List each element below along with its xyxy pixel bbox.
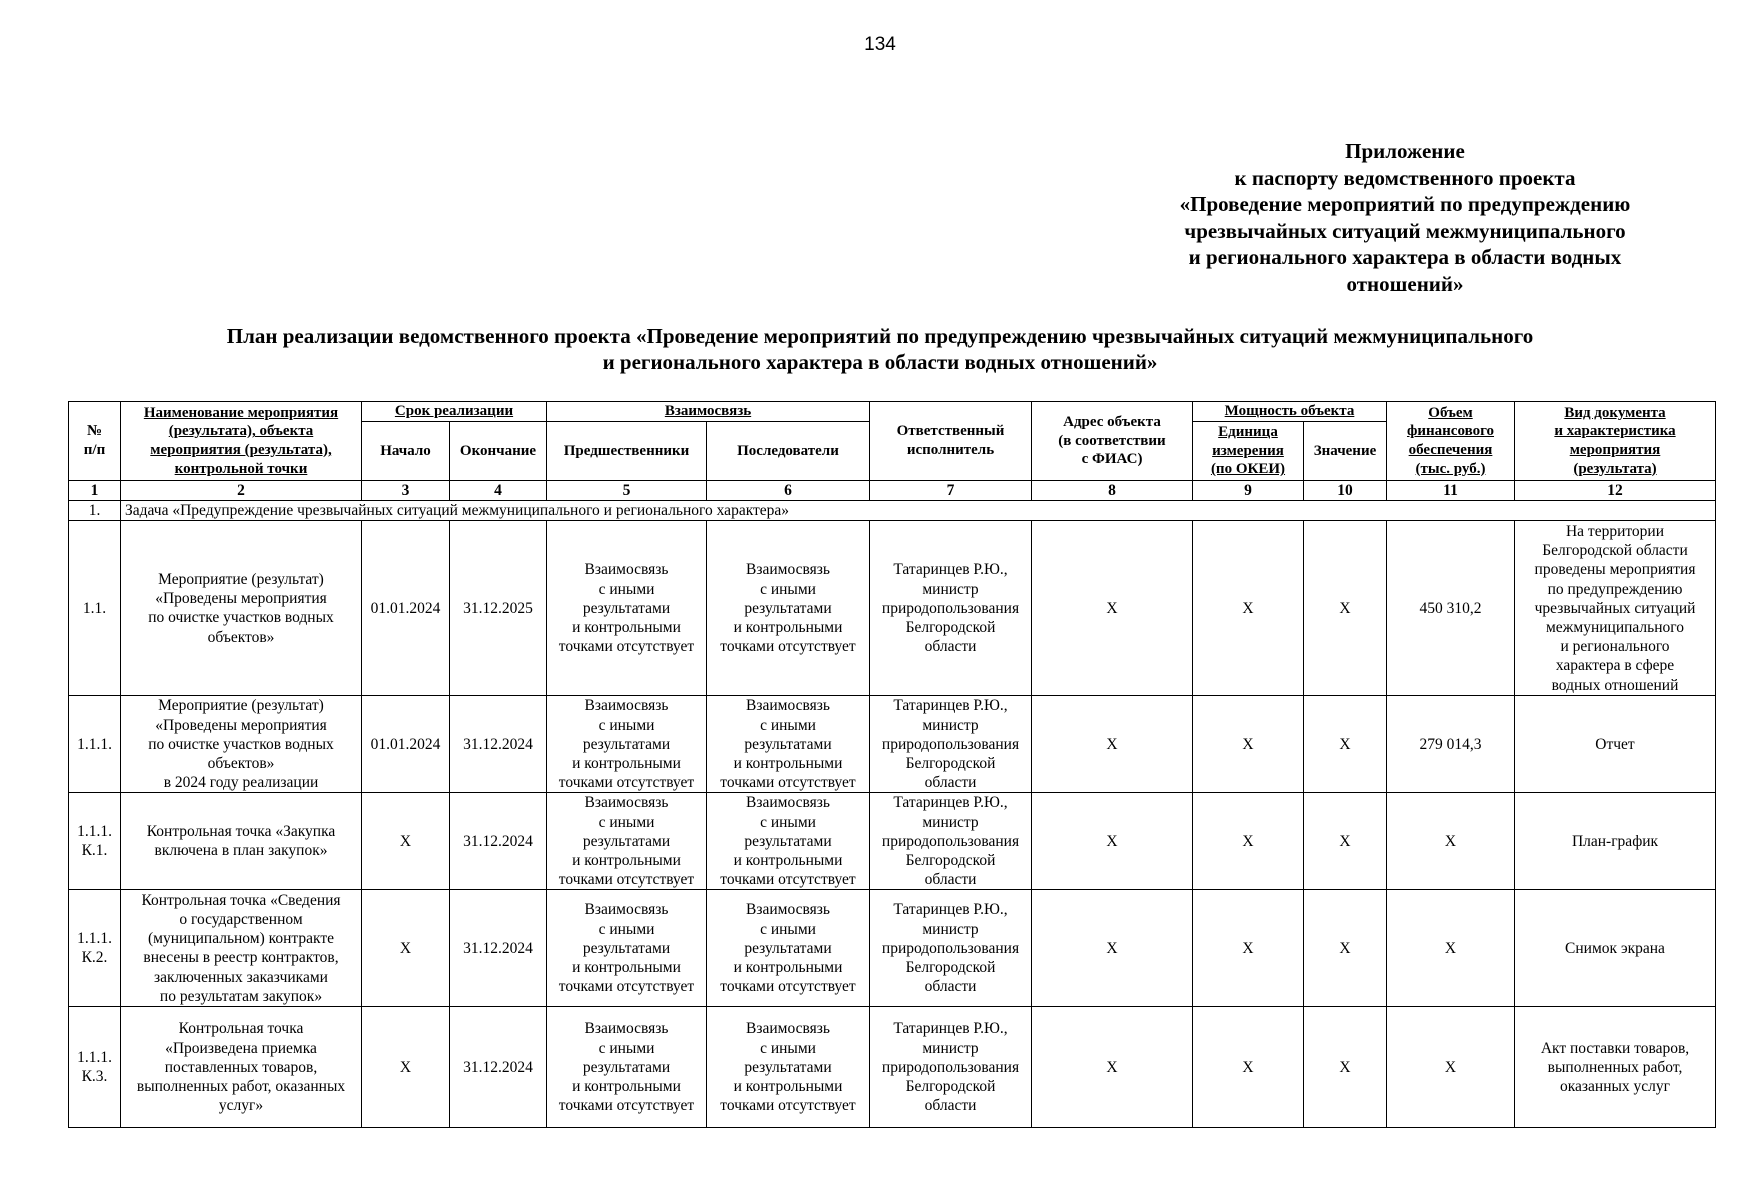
row-value: X	[1304, 890, 1387, 1007]
row-successors: Взаимосвязь с иными результатами и контрольными точками отсутствует	[707, 696, 870, 793]
row-successors: Взаимосвязь с иными результатами и контрольными точками отсутствует	[707, 1007, 870, 1128]
column-number: 4	[450, 481, 547, 501]
column-number: 7	[870, 481, 1032, 501]
appendix-header	[1135, 138, 1675, 297]
plan-title-line: План реализации ведомственного проекта «Проведение мероприятий по предупреждению чрезвычайных ситуаций межмуниципального	[226, 324, 1534, 348]
header-doc: Вид документа и характеристика мероприятия (результата)	[1515, 402, 1716, 481]
row-successors: Взаимосвязь с иными результатами и контрольными точками отсутствует	[707, 890, 870, 1007]
row-num: 1.1.1. К.1.	[69, 793, 121, 890]
row-finance: X	[1387, 793, 1515, 890]
row-predecessors: Взаимосвязь с иными результатами и контрольными точками отсутствует	[547, 890, 707, 1007]
row-responsible: Татаринцев Р.Ю., министр природопользования Белгородской области	[870, 1007, 1032, 1128]
table-row	[69, 1007, 1716, 1128]
row-finance: 450 310,2	[1387, 521, 1515, 696]
row-value: X	[1304, 793, 1387, 890]
column-number: 1	[69, 481, 121, 501]
row-address: X	[1032, 521, 1193, 696]
row-end: 31.12.2024	[450, 1007, 547, 1128]
table-row	[69, 696, 1716, 793]
row-finance: X	[1387, 1007, 1515, 1128]
column-number: 6	[707, 481, 870, 501]
row-name: Мероприятие (результат) «Проведены мероприятия по очистке участков водных объектов» в 2024 году реализации	[121, 696, 362, 793]
column-number: 5	[547, 481, 707, 501]
appendix-line: «Проведение мероприятий по предупреждению	[1179, 192, 1631, 216]
row-successors: Взаимосвязь с иными результатами и контрольными точками отсутствует	[707, 793, 870, 890]
table-row	[69, 521, 1716, 696]
row-end: 31.12.2024	[450, 696, 547, 793]
row-unit: X	[1193, 521, 1304, 696]
row-start: X	[362, 793, 450, 890]
header-address: Адрес объекта (в соответствии с ФИАС)	[1032, 402, 1193, 481]
plan-title	[60, 323, 1700, 375]
column-number: 3	[362, 481, 450, 501]
column-number: 11	[1387, 481, 1515, 501]
appendix-line: Приложение	[1345, 139, 1465, 163]
row-start: 01.01.2024	[362, 521, 450, 696]
table-row	[69, 890, 1716, 1007]
row-name: Контрольная точка «Сведения о государственном (муниципальном) контракте внесены в реестр контрактов, заключенных заказчиками по результатам закупок»	[121, 890, 362, 1007]
row-name: Контрольная точка «Произведена приемка поставленных товаров, выполненных работ, оказанных услуг»	[121, 1007, 362, 1128]
row-unit: X	[1193, 1007, 1304, 1128]
appendix-line: и регионального характера в области водных	[1188, 245, 1622, 269]
row-address: X	[1032, 696, 1193, 793]
header-finance: Объем финансового обеспечения (тыс. руб.)	[1387, 402, 1515, 481]
task-text: Задача «Предупреждение чрезвычайных ситуаций межмуниципального и регионального характера»	[121, 501, 1716, 521]
row-start: 01.01.2024	[362, 696, 450, 793]
header-term: Срок реализации	[362, 402, 547, 422]
row-value: X	[1304, 1007, 1387, 1128]
row-end: 31.12.2024	[450, 890, 547, 1007]
row-predecessors: Взаимосвязь с иными результатами и контрольными точками отсутствует	[547, 793, 707, 890]
row-start: X	[362, 890, 450, 1007]
row-value: X	[1304, 696, 1387, 793]
column-number: 10	[1304, 481, 1387, 501]
row-unit: X	[1193, 696, 1304, 793]
row-responsible: Татаринцев Р.Ю., министр природопользования Белгородской области	[870, 521, 1032, 696]
table-header	[69, 402, 1716, 501]
row-start: X	[362, 1007, 450, 1128]
header-predecessors: Предшественники	[547, 422, 707, 481]
table-row	[69, 793, 1716, 890]
header-capacity: Мощность объекта	[1193, 402, 1387, 422]
row-unit: X	[1193, 890, 1304, 1007]
appendix-line: к паспорту ведомственного проекта	[1234, 165, 1576, 190]
column-number: 12	[1515, 481, 1716, 501]
row-end: 31.12.2024	[450, 793, 547, 890]
header-end: Окончание	[450, 422, 547, 481]
header-unit: Единица измерения (по ОКЕИ)	[1193, 422, 1304, 481]
plan-title-line: и регионального характера в области водных отношений»	[602, 350, 1158, 374]
row-successors: Взаимосвязь с иными результатами и контрольными точками отсутствует	[707, 521, 870, 696]
row-num: 1.1.1.	[69, 696, 121, 793]
task-row	[69, 501, 1716, 521]
row-value: X	[1304, 521, 1387, 696]
column-number: 2	[121, 481, 362, 501]
task-num: 1.	[69, 501, 121, 521]
row-responsible: Татаринцев Р.Ю., министр природопользования Белгородской области	[870, 696, 1032, 793]
row-num: 1.1.	[69, 521, 121, 696]
appendix-line: чрезвычайных ситуаций межмуниципального	[1184, 218, 1626, 243]
column-numbers-row	[69, 481, 1716, 501]
row-address: X	[1032, 1007, 1193, 1128]
header-num: № п/п	[69, 402, 121, 481]
row-num: 1.1.1. К.2.	[69, 890, 121, 1007]
row-doc: Акт поставки товаров, выполненных работ, оказанных услуг	[1515, 1007, 1716, 1128]
row-doc: План-график	[1515, 793, 1716, 890]
header-value: Значение	[1304, 422, 1387, 481]
row-doc: На территории Белгородской области проведены мероприятия по предупреждению чрезвычайных ситуаций межмуниципального и регионального характера в сфере водных отношений	[1515, 521, 1716, 696]
row-finance: 279 014,3	[1387, 696, 1515, 793]
row-address: X	[1032, 890, 1193, 1007]
page-number: 134	[864, 34, 896, 55]
row-name: Контрольная точка «Закупка включена в план закупок»	[121, 793, 362, 890]
row-responsible: Татаринцев Р.Ю., министр природопользования Белгородской области	[870, 890, 1032, 1007]
row-finance: X	[1387, 890, 1515, 1007]
row-predecessors: Взаимосвязь с иными результатами и контрольными точками отсутствует	[547, 696, 707, 793]
row-predecessors: Взаимосвязь с иными результатами и контрольными точками отсутствует	[547, 1007, 707, 1128]
column-number: 8	[1032, 481, 1193, 501]
row-address: X	[1032, 793, 1193, 890]
header-start: Начало	[362, 422, 450, 481]
header-successors: Последователи	[707, 422, 870, 481]
row-end: 31.12.2025	[450, 521, 547, 696]
column-number: 9	[1193, 481, 1304, 501]
header-responsible: Ответственный исполнитель	[870, 402, 1032, 481]
row-num: 1.1.1. К.3.	[69, 1007, 121, 1128]
row-responsible: Татаринцев Р.Ю., министр природопользования Белгородской области	[870, 793, 1032, 890]
row-name: Мероприятие (результат) «Проведены мероприятия по очистке участков водных объектов»	[121, 521, 362, 696]
header-relation: Взаимосвязь	[547, 402, 870, 422]
table-body	[69, 501, 1716, 1128]
row-doc: Снимок экрана	[1515, 890, 1716, 1007]
implementation-plan-table	[68, 401, 1716, 1128]
row-doc: Отчет	[1515, 696, 1716, 793]
row-unit: X	[1193, 793, 1304, 890]
appendix-line: отношений»	[1346, 271, 1464, 296]
header-name: Наименование мероприятия (результата), объекта мероприятия (результата), контрольной точки	[121, 402, 362, 481]
row-predecessors: Взаимосвязь с иными результатами и контрольными точками отсутствует	[547, 521, 707, 696]
